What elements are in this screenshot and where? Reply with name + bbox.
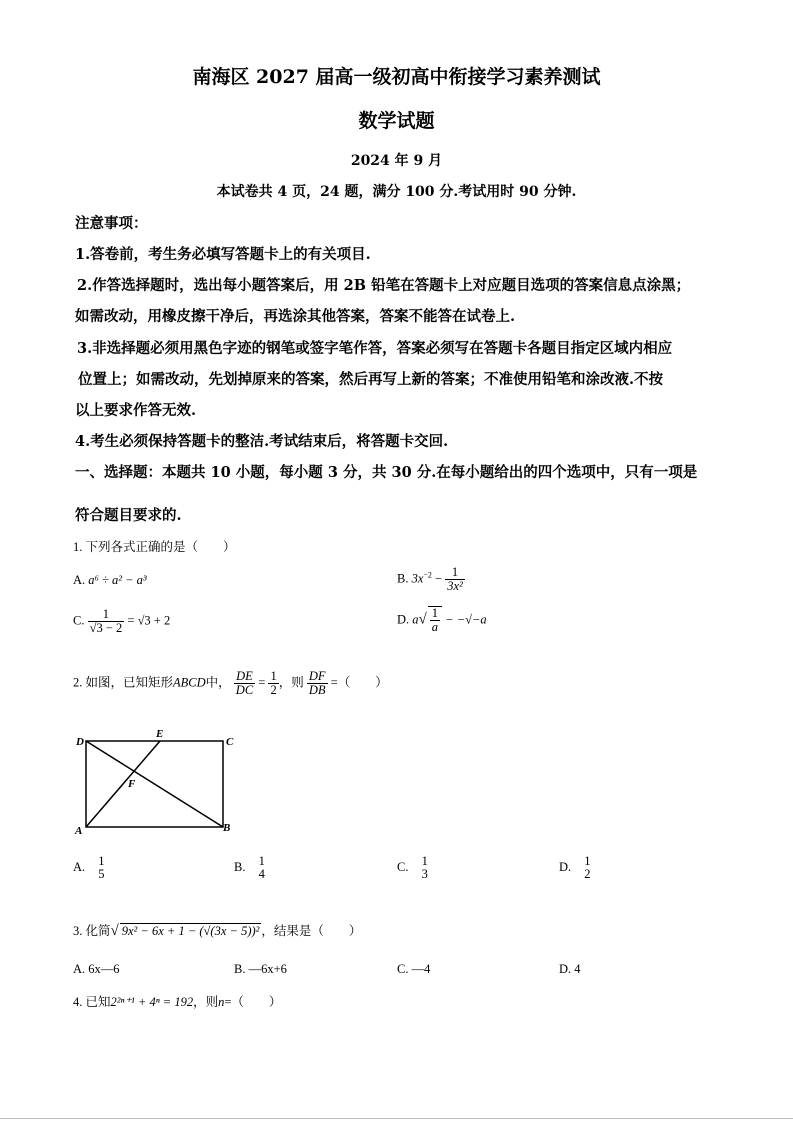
fraction-numerator: 1	[421, 854, 428, 868]
question-2-option-d	[559, 855, 593, 881]
fraction-numerator: DF	[308, 669, 326, 683]
ratio-de-dc	[234, 670, 255, 697]
question-2-stem	[73, 670, 388, 697]
label-b: B	[223, 822, 231, 834]
fraction-numerator: 1	[584, 854, 591, 868]
option-fraction	[257, 855, 267, 881]
option-d-coef: a	[412, 612, 419, 627]
exam-subtitle: 数学试题	[358, 110, 435, 132]
fraction-denominator: 4	[258, 867, 265, 882]
exam-date: 2024 年 9 月	[350, 153, 443, 169]
ratio-half	[268, 670, 278, 697]
equals-sign: =	[258, 675, 266, 690]
question-2-option-a	[73, 855, 107, 881]
option-label: D.	[559, 860, 572, 874]
stem-text: 3. 化简	[73, 924, 111, 938]
fraction-denominator: DB	[308, 683, 326, 698]
stem-text: 2. 如图，已知矩形	[73, 675, 174, 690]
stem-text: ，则	[278, 675, 304, 690]
exam-info: 本试卷共 4 页，24 题，满分 100 分.考试用时 90 分钟.	[216, 184, 577, 200]
q4-variable: n	[218, 995, 225, 1009]
stem-text: ，则	[193, 995, 219, 1009]
option-d-fraction	[430, 607, 440, 634]
option-label: B.	[234, 860, 246, 874]
option-b-exponent: −2	[423, 570, 432, 580]
fraction-denominator: 2	[270, 683, 277, 698]
question-1-option-d	[397, 606, 487, 634]
stem-text: =（ ）	[224, 995, 282, 1009]
stem-text: ，结果是（ ）	[261, 924, 362, 938]
option-fraction	[582, 855, 592, 881]
ratio-df-db	[307, 670, 328, 697]
fraction-denominator: 3	[421, 867, 428, 882]
notice-item-2-line-2: 如需改动，用橡皮擦干净后，再选涂其他答案，答案不能答在试卷上.	[75, 308, 516, 325]
section-1-line-1: 一、选择题：本题共 10 小题，每小题 3 分，共 30 分.在每小题给出的四个选项中，只有一项是	[75, 464, 698, 481]
stem-text: =（ ）	[330, 675, 388, 690]
fraction-numerator: 1	[258, 854, 265, 868]
option-d-rhs: − −√−a	[445, 612, 487, 627]
rectangle-figure	[70, 725, 240, 840]
fraction-denominator: 5	[98, 867, 105, 882]
label-a: A	[75, 825, 83, 837]
option-c-fraction	[88, 608, 125, 635]
option-label: A.	[73, 860, 86, 874]
fraction-denominator: 3x²	[447, 579, 463, 594]
label-e: E	[156, 728, 164, 740]
fraction-denominator: a	[431, 620, 439, 635]
question-4-stem	[73, 992, 281, 1010]
option-label: A.	[73, 573, 86, 587]
notice-heading: 注意事项：	[75, 215, 148, 232]
fraction-numerator: 1	[88, 608, 125, 622]
question-1-option-c	[73, 608, 170, 635]
question-2-option-b	[234, 855, 267, 881]
option-b-eq: −	[435, 571, 443, 586]
notice-item-3-line-1: 3.非选择题必须用黑色字迹的钢笔或签字笔作答，答案必须写在答题卡各题目指定区域内相应	[77, 340, 673, 357]
q3-expression: 9x² − 6x + 1 − (√(3x − 5))²	[121, 924, 260, 938]
sqrt-icon: √	[418, 611, 427, 628]
option-fraction	[420, 855, 430, 881]
stem-text: 4. 已知	[73, 995, 111, 1009]
notice-item-4: 4.考生必须保持答题卡的整洁.考试结束后，将答题卡交回.	[75, 433, 449, 450]
notice-item-2-line-1: 2.作答选择题时，选出每小题答案后，用 2B 铅笔在答题卡上对应题目选项的答案信息点涂黑；	[77, 277, 691, 294]
segment-ae	[86, 741, 160, 827]
page-bottom-rule	[0, 1118, 793, 1119]
notice-item-3-line-2: 位置上；如需改动，先划掉原来的答案，然后再写上新的答案；不准使用铅笔和涂改液.不按	[78, 371, 664, 388]
fraction-denominator: √3 − 2	[89, 621, 123, 636]
option-c-rhs: = √3 + 2	[127, 613, 171, 628]
stem-text: 中，	[205, 675, 231, 690]
diagonal-db	[86, 741, 223, 827]
question-1-stem: 1. 下列各式正确的是（ ）	[73, 540, 236, 554]
question-3-option-c: C. —4	[397, 962, 431, 976]
question-3-option-d: D. 4	[559, 962, 581, 976]
question-2-option-c	[397, 855, 430, 881]
fraction-numerator: 1	[445, 566, 465, 580]
question-3-stem	[73, 921, 361, 940]
option-label: B.	[397, 571, 409, 586]
option-b-lhs: 3x	[411, 571, 424, 586]
fraction-numerator: 1	[270, 669, 277, 683]
label-d: D	[76, 736, 84, 748]
fraction-denominator: 2	[584, 867, 591, 882]
option-label: C.	[397, 860, 409, 874]
notice-item-3-line-3: 以上要求作答无效.	[75, 402, 197, 419]
question-1-option-b	[397, 566, 465, 593]
fraction-numerator: 1	[98, 854, 105, 868]
label-c: C	[226, 736, 234, 748]
fraction-numerator: DE	[234, 670, 255, 684]
question-1-option-a	[73, 573, 147, 588]
option-a-expression: a⁶ ÷ a² − a³	[88, 573, 147, 587]
exam-title: 南海区 2027 届高一级初高中衔接学习素养测试	[192, 66, 601, 88]
q4-expression: 2²ⁿ⁺¹ + 4ⁿ = 192	[110, 995, 194, 1009]
option-label: C.	[73, 613, 85, 628]
option-b-fraction	[445, 566, 465, 593]
option-label: D.	[397, 612, 410, 627]
section-1-line-2: 符合题目要求的.	[75, 507, 182, 524]
option-fraction	[96, 855, 106, 881]
rect-name: ABCD	[173, 675, 206, 690]
fraction-denominator: DC	[235, 683, 254, 698]
question-3-option-a: A. 6x—6	[73, 962, 120, 976]
notice-item-1: 1.答卷前，考生务必填写答题卡上的有关项目.	[75, 246, 371, 263]
label-f: F	[128, 778, 136, 790]
fraction-numerator: 1	[431, 606, 439, 620]
question-3-option-b: B. —6x+6	[234, 962, 287, 976]
sqrt-icon: √	[110, 923, 119, 939]
